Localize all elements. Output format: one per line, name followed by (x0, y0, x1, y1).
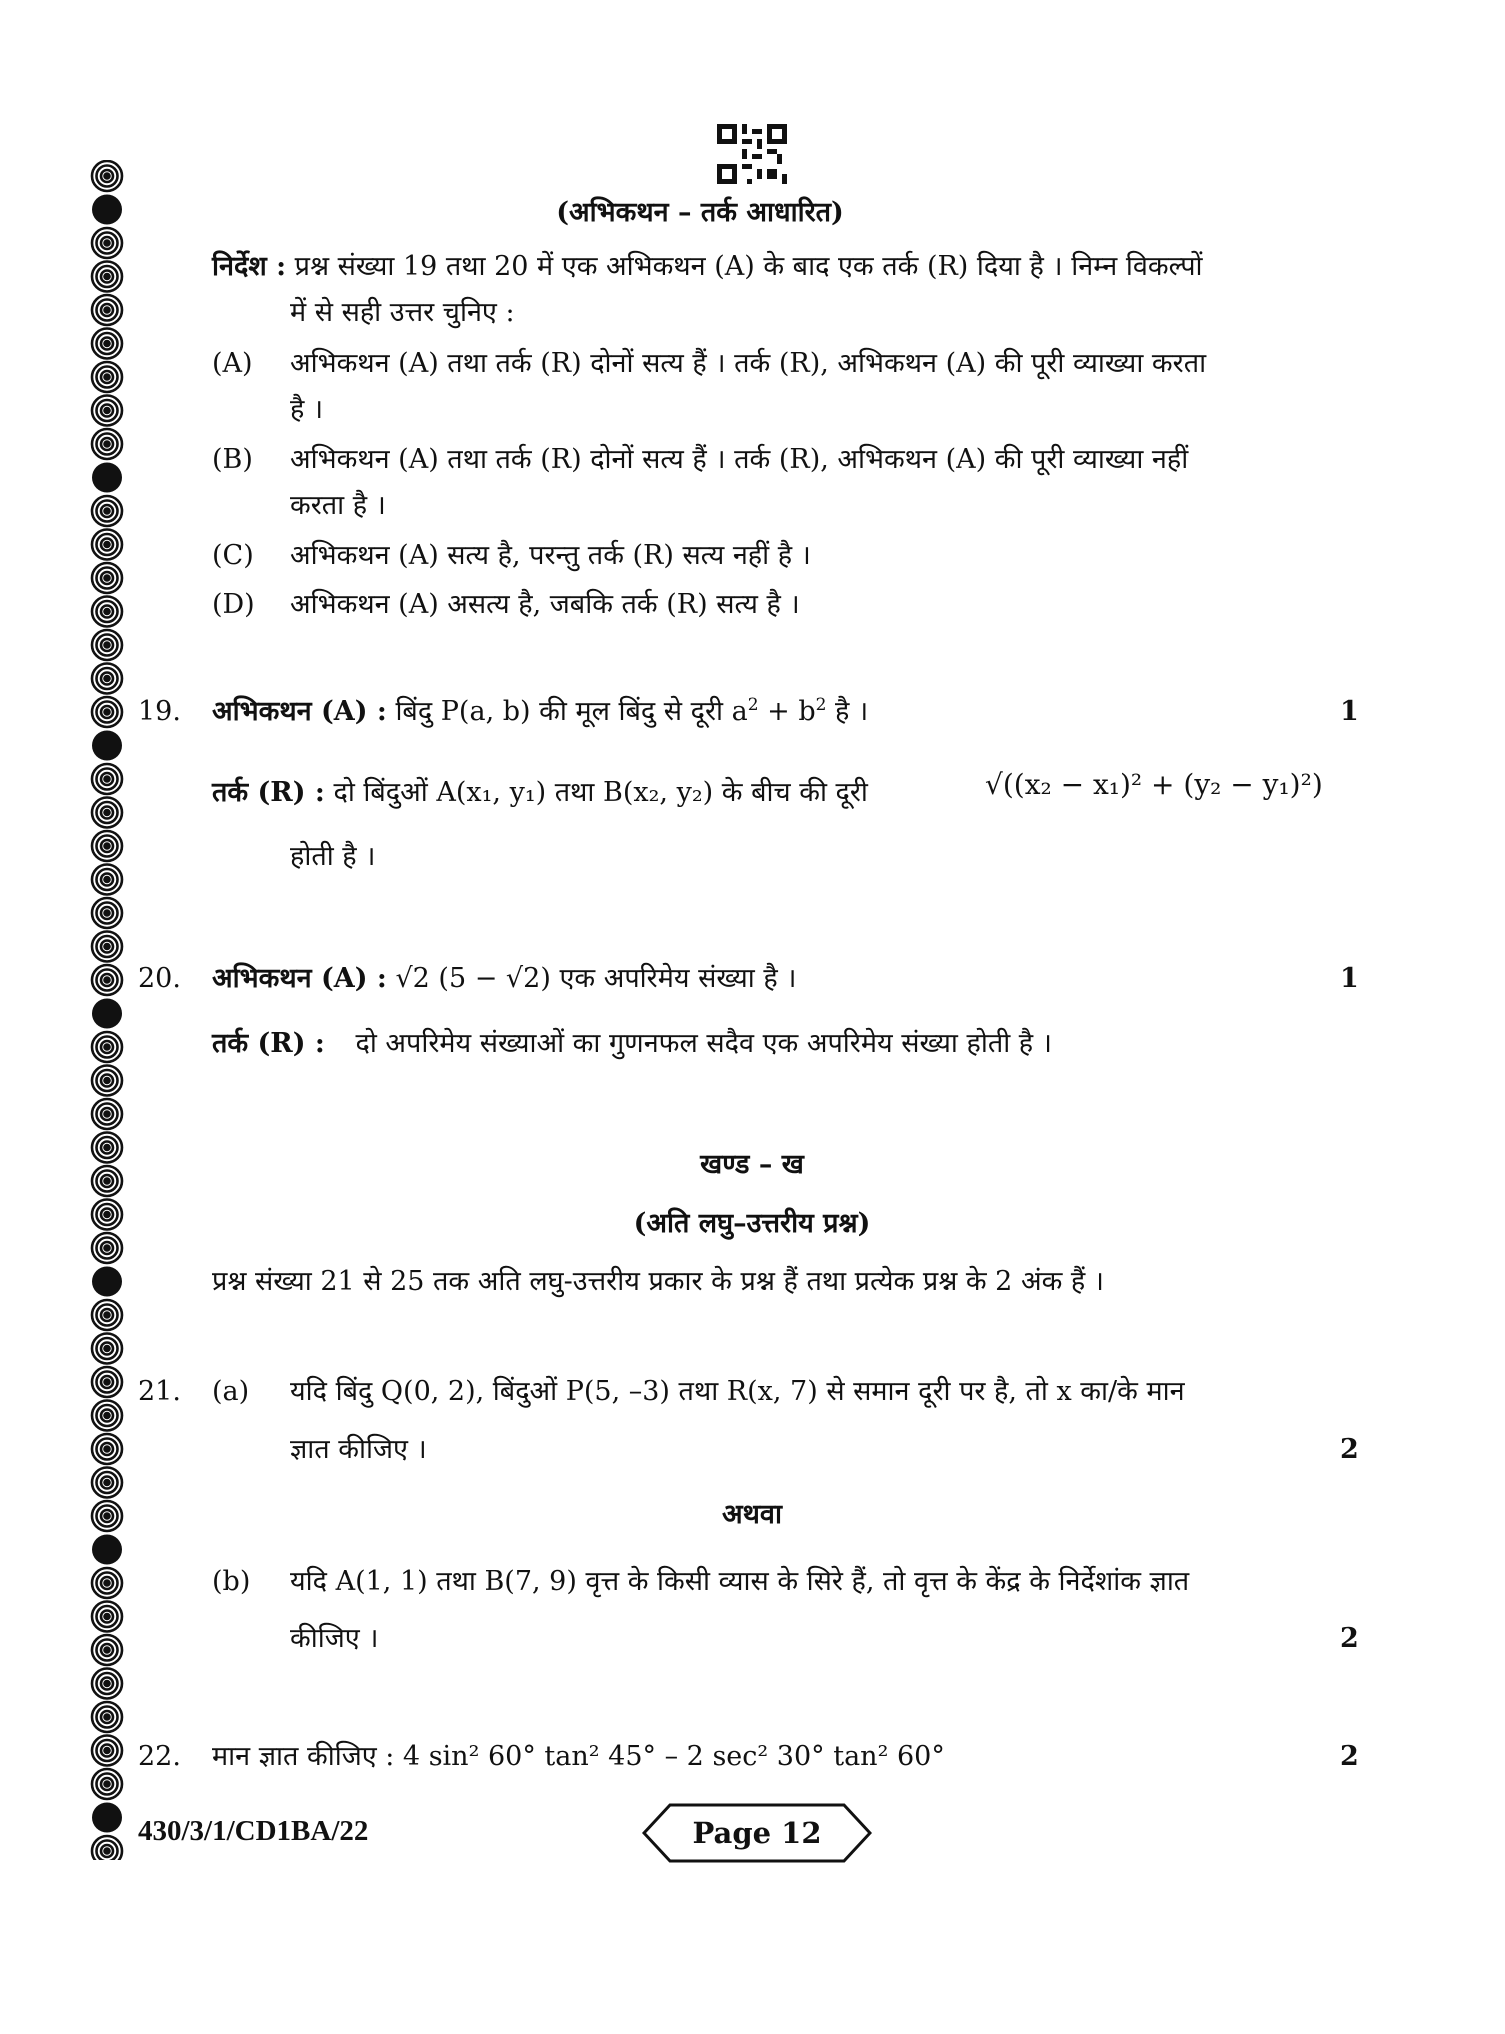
section-title: खण्ड – ख (700, 1149, 804, 1180)
margin-bubble (92, 563, 122, 593)
qr-code-icon (717, 124, 787, 184)
margin-bubble (92, 1334, 122, 1364)
margin-bubble (92, 1803, 122, 1833)
margin-bubble (92, 1736, 122, 1766)
margin-bubble (92, 1836, 122, 1860)
q19-assertion: अभिकथन (A) : बिंदु P(a, b) की मूल बिंदु से दूरी $a^2 + b^2$ है । (212, 695, 869, 727)
reason-label: तर्क (R) : (212, 777, 325, 808)
option-key: (B) (212, 444, 253, 475)
question-number: 20. (138, 963, 181, 994)
option-text: अभिकथन (A) तथा तर्क (R) दोनों सत्य हैं । तर्क (R), अभिकथन (A) की पूरी व्याख्या करता (290, 348, 1207, 379)
margin-bubble (92, 1099, 122, 1129)
margin-bubble (92, 362, 122, 392)
margin-bubble (92, 798, 122, 828)
section-instruction: प्रश्न संख्या 21 से 25 तक अति लघु-उत्तरीय प्रकार के प्रश्न हैं तथा प्रत्येक प्रश्न के 2 अंक हैं । (212, 1266, 1105, 1297)
reason-text: दो बिंदुओं A(x₁, y₁) तथा B(x₂, y₂) के बीच की दूरी (333, 777, 868, 808)
margin-bubble (92, 1233, 122, 1263)
option-text: अभिकथन (A) तथा तर्क (R) दोनों सत्य हैं । तर्क (R), अभिकथन (A) की पूरी व्याख्या नहीं (290, 444, 1189, 475)
margin-bubble (92, 463, 122, 493)
q20-reason (212, 1027, 1052, 1061)
margin-bubble (92, 1669, 122, 1699)
direction-text-line2: में से सही उत्तर चुनिए : (290, 297, 515, 328)
assertion-text-a: बिंदु P(a, b) की मूल बिंदु से दूरी a (395, 696, 748, 727)
margin-bubble (92, 496, 122, 526)
paper-code: 430/3/1/CD1BA/22 (138, 1815, 369, 1847)
margin-bubble (92, 865, 122, 895)
expression-part: ) (540, 963, 551, 994)
direction-text-line1: प्रश्न संख्या 19 तथा 20 में एक अभिकथन (A) के बाद एक तर्क (R) दिया है । निम्न विकल्पों (294, 251, 1203, 282)
part-key: (b) (212, 1566, 251, 1597)
margin-bubble (92, 530, 122, 560)
marks: 2 (1340, 1741, 1359, 1772)
page-number-badge (642, 1802, 872, 1864)
reason-line2: होती है । (290, 841, 376, 872)
option-key: (C) (212, 540, 254, 571)
option-key: (D) (212, 589, 255, 620)
margin-bubble (92, 1133, 122, 1163)
margin-bubble (92, 1066, 122, 1096)
margin-bubble-column (84, 160, 130, 1860)
marks: 1 (1340, 696, 1359, 727)
assertion-label: अभिकथन (A) : (212, 963, 387, 994)
question-number: 22. (138, 1741, 181, 1772)
part-text: यदि A(1, 1) तथा B(7, 9) वृत्त के किसी व्यास के सिरे हैं, तो वृत्त के केंद्र के निर्देशांक ज्ञात (290, 1566, 1190, 1597)
margin-bubble (92, 1300, 122, 1330)
or-label: अथवा (722, 1499, 782, 1530)
marks: 2 (1340, 1623, 1359, 1654)
part-key: (a) (212, 1376, 250, 1407)
page-number: Page 12 (692, 1816, 822, 1850)
margin-bubble (92, 429, 122, 459)
question-number: 21. (138, 1376, 181, 1407)
margin-bubble (92, 697, 122, 727)
distance-formula: √((x₂ − x₁)² + (y₂ − y₁)²) (985, 768, 1323, 801)
margin-bubble (92, 396, 122, 426)
margin-bubbles-graphic (84, 160, 130, 1860)
q20-assertion (212, 962, 797, 996)
margin-bubble (92, 1535, 122, 1565)
margin-bubble (92, 1602, 122, 1632)
margin-bubble (92, 1568, 122, 1598)
direction-block (212, 250, 1203, 284)
reason-text: दो अपरिमेय संख्याओं का गुणनफल सदैव एक अपरिमेय संख्या होती है । (355, 1028, 1052, 1059)
assertion-text: एक अपरिमेय संख्या है । (559, 963, 797, 994)
option-text-cont: करता है । (290, 490, 386, 521)
margin-bubble (92, 1635, 122, 1665)
section-heading: (अभिकथन – तर्क आधारित) (556, 197, 844, 228)
margin-bubble (92, 965, 122, 995)
margin-bubble (92, 1267, 122, 1297)
margin-bubble (92, 195, 122, 225)
margin-bubble (92, 1501, 122, 1531)
margin-bubble (92, 1468, 122, 1498)
question-number: 19. (138, 696, 181, 727)
expression-part: (5 − (429, 963, 506, 994)
margin-bubble (92, 898, 122, 928)
margin-bubble (92, 1702, 122, 1732)
assertion-text-b: + b (758, 696, 816, 727)
part-text-cont: कीजिए । (290, 1623, 379, 1654)
margin-bubble (92, 329, 122, 359)
q19-reason (212, 776, 868, 810)
margin-bubble (92, 1769, 122, 1799)
part-text-cont: ज्ञात कीजिए । (290, 1434, 427, 1465)
margin-bubble (92, 1032, 122, 1062)
marks: 1 (1340, 963, 1359, 994)
reason-label: तर्क (R) : (212, 1028, 325, 1059)
question-text: मान ज्ञात कीजिए : 4 sin² 60° tan² 45° – 2 sec² 30° tan² 60° (212, 1741, 945, 1772)
margin-bubble (92, 1200, 122, 1230)
margin-bubble (92, 664, 122, 694)
sqrt-expression: √2 (505, 963, 541, 994)
margin-bubble (92, 1434, 122, 1464)
margin-bubble (92, 932, 122, 962)
part-text: यदि बिंदु Q(0, 2), बिंदुओं P(5, –3) तथा R(x, 7) से समान दूरी पर है, तो x का/के मान (290, 1376, 1185, 1407)
sqrt-expression: √2 (395, 963, 430, 994)
margin-bubble (92, 597, 122, 627)
margin-bubble (92, 295, 122, 325)
margin-bubble (92, 630, 122, 660)
direction-label: निर्देश : (212, 251, 287, 282)
margin-bubble (92, 764, 122, 794)
section-subtitle: (अति लघु–उत्तरीय प्रश्न) (633, 1208, 871, 1239)
option-text: अभिकथन (A) सत्य है, परन्तु तर्क (R) सत्य नहीं है । (290, 540, 811, 571)
assertion-label: अभिकथन (A) : (212, 696, 387, 727)
margin-bubble (92, 262, 122, 292)
margin-bubble (92, 1367, 122, 1397)
margin-bubble (92, 228, 122, 258)
margin-bubble (92, 161, 122, 191)
margin-bubble (92, 831, 122, 861)
option-key: (A) (212, 348, 253, 379)
option-text: अभिकथन (A) असत्य है, जबकि तर्क (R) सत्य है । (290, 589, 800, 620)
margin-bubble (92, 731, 122, 761)
margin-bubble (92, 999, 122, 1029)
margin-bubble (92, 1166, 122, 1196)
margin-bubble (92, 1401, 122, 1431)
assertion-text-c: है । (826, 696, 869, 727)
option-text-cont: है । (290, 394, 324, 425)
marks: 2 (1340, 1434, 1359, 1465)
